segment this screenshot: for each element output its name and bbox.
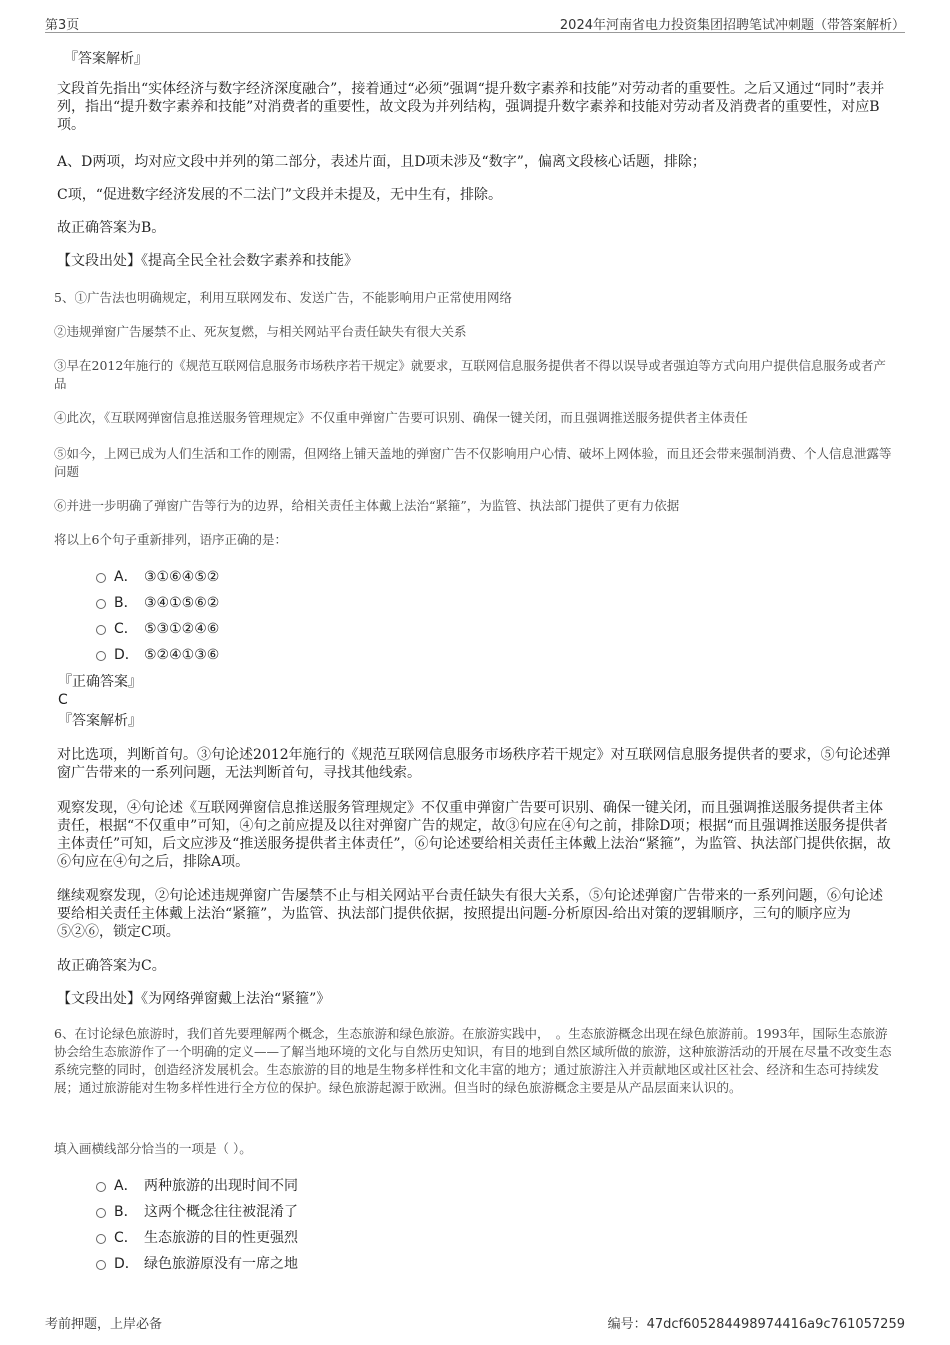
document-title: 2024年河南省电力投资集团招聘笔试冲刺题（带答案解析） (559, 18, 905, 33)
q5-sentence-2: ②违规弹窗广告屡禁不止、死灰复燃，与相关网站平台责任缺失有很大关系 (54, 324, 467, 339)
q5-option-c[interactable]: C． ⑤③①②④⑥ (96, 618, 219, 638)
q5-source: 【文段出处】《为网络弹窗戴上法治“紧箍”》 (57, 991, 331, 1007)
q4-analysis-paragraph-2: A、D两项，均对应文段中并列的第二部分，表述片面，且D项未涉及“数字”，偏离文段核心话题，排除； (57, 154, 706, 170)
page-footer (45, 1311, 905, 1331)
radio-icon[interactable] (96, 599, 106, 609)
q5-analysis-heading: 『答案解析』 (58, 713, 142, 729)
q5-prompt: 将以上6个句子重新排列，语序正确的是： (54, 532, 287, 547)
q4-analysis-heading: 『答案解析』 (64, 51, 148, 67)
q6-option-d[interactable]: D． 绿色旅游原没有一席之地 (96, 1253, 298, 1273)
q6-option-c[interactable]: C． 生态旅游的目的性更强烈 (96, 1227, 298, 1247)
radio-icon[interactable] (96, 651, 106, 661)
q4-analysis-paragraph-1: 文段首先指出“实体经济与数字经济深度融合”，接着通过“必须”强调“提升数字素养和技能”对劳动者的重要性。之后又通过“同时”表并列，指出“提升数字素养和技能”对消费者的重要性，故文段为并列结构，强调提升数字素养和技能对劳动者及消费者的重要性，对应B项。 (57, 81, 885, 133)
document-code: 编号：47dcf605284498974416a9c761057259 (607, 1317, 905, 1332)
q6-option-b[interactable]: B． 这两个概念往往被混淆了 (96, 1201, 298, 1221)
q5-option-b[interactable]: B． ③④①⑤⑥② (96, 592, 219, 612)
radio-icon[interactable] (96, 1234, 106, 1244)
q4-analysis-paragraph-4: 故正确答案为B。 (57, 220, 166, 236)
page-number: 第3页 (45, 18, 80, 33)
q4-analysis-paragraph-3: C项，“促进数字经济发展的不二法门”文段并未提及，无中生有，排除。 (57, 187, 503, 203)
page-header (45, 12, 905, 33)
q5-sentence-4: ④此次，《互联网弹窗信息推送服务管理规定》不仅重申弹窗广告要可识别、确保一键关闭，而且强调推送服务提供者主体责任 (54, 410, 748, 425)
q5-answer-heading: 『正确答案』 (58, 674, 142, 690)
q6-option-a[interactable]: A． 两种旅游的出现时间不同 (96, 1175, 298, 1195)
radio-icon[interactable] (96, 1182, 106, 1192)
q5-analysis-paragraph-4: 故正确答案为C。 (57, 958, 166, 974)
q5-sentence-1: 5、①广告法也明确规定，利用互联网发布、发送广告，不能影响用户正常使用网络 (54, 290, 512, 305)
q5-analysis-paragraph-2: 观察发现，④句论述《互联网弹窗信息推送服务管理规定》不仅重申弹窗广告要可识别、确保一键关闭，而且强调推送服务提供者主体责任，根据“不仅重申”可知，④句之前应提及以往对弹窗广告的规定，故③句应在④句之前，排除D项；根据“而且强调推送服务提供者主体责任”可知，后文应涉及“推送服务提供者主体责任”，⑥句论述要给相关责任主体戴上法治“紧箍”，为监管、执法部门提供依据，故⑥句应在④句之后，排除A项。 (57, 800, 891, 870)
q5-option-d[interactable]: D． ⑤②④①③⑥ (96, 644, 219, 664)
radio-icon[interactable] (96, 625, 106, 635)
radio-icon[interactable] (96, 1260, 106, 1270)
q5-answer: C (58, 692, 68, 708)
radio-icon[interactable] (96, 1208, 106, 1218)
q5-analysis-paragraph-3: 继续观察发现，②句论述违规弹窗广告屡禁不止与相关网站平台责任缺失有很大关系，⑤句论述弹窗广告带来的一系列问题，⑥句论述要给相关责任主体戴上法治“紧箍”，为监管、执法部门提供依据，按照提出问题-分析原因-给出对策的逻辑顺序，三句的顺序应为⑤②⑥，锁定C项。 (57, 888, 883, 940)
q4-source: 【文段出处】《提高全民全社会数字素养和技能》 (57, 253, 358, 269)
footer-slogan: 考前押题，上岸必备 (45, 1317, 163, 1332)
q5-sentence-5: ⑤如今，上网已成为人们生活和工作的刚需，但网络上铺天盖地的弹窗广告不仅影响用户心情、破坏上网体验，而且还会带来强制消费、个人信息泄露等问题 (54, 446, 892, 479)
q6-prompt: 填入画横线部分恰当的一项是（ ）。 (54, 1141, 252, 1156)
q5-option-a[interactable]: A． ③①⑥④⑤② (96, 566, 219, 586)
radio-icon[interactable] (96, 573, 106, 583)
q5-sentence-6: ⑥并进一步明确了弹窗广告等行为的边界，给相关责任主体戴上法治“紧箍”，为监管、执法部门提供了更有力依据 (54, 498, 680, 513)
q6-stem: 6、在讨论绿色旅游时，我们首先要理解两个概念，生态旅游和绿色旅游。在旅游实践中， 。生态旅游概念出现在绿色旅游前。1993年，国际生态旅游协会给生态旅游作了一个明确的定义——了解当地环境的文化与自然历史知识，有目的地到自然区域所做的旅游，这种旅游活动的开展在尽量不改变生态系统完整的同时，创造经济发展机会。生态旅游的目的地是生物多样性和文化丰富的地方；通过旅游注入并贡献地区或社区社会、经济和生态可持续发展；通过旅游能对生物多样性进行全方位的保护。绿色旅游起源于欧洲。但当时的绿色旅游概念主要是从产品层面来认识的。 (54, 1026, 892, 1095)
q5-sentence-3: ③早在2012年施行的《规范互联网信息服务市场秩序若干规定》就要求，互联网信息服务提供者不得以误导或者强迫等方式向用户提供信息服务或者产品 (54, 358, 886, 391)
q5-analysis-paragraph-1: 对比选项，判断首句。③句论述2012年施行的《规范互联网信息服务市场秩序若干规定》对互联网信息服务提供者的要求，⑤句论述弹窗广告带来的一系列问题，无法判断首句，寻找其他线索。 (57, 747, 891, 781)
